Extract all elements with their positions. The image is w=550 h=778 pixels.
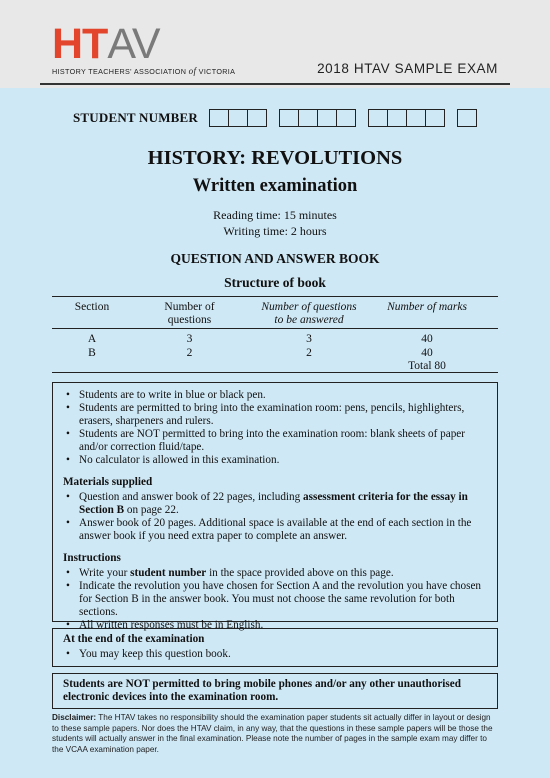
exam-subtitle: Written examination <box>192 176 358 196</box>
table-header-divider <box>52 328 498 329</box>
materials-list <box>63 491 487 543</box>
student-number-boxes-group-4[interactable] <box>458 109 477 127</box>
student-number-boxes-group-2[interactable] <box>280 109 356 127</box>
list-item: • Students are permitted to bring into the examination room: pens, pencils, highlighters, erasers, sharpeners and rulers. <box>63 402 487 428</box>
reading-time: Reading time: 15 minutes <box>213 208 337 222</box>
student-number-row <box>73 108 490 128</box>
book-title: QUESTION AND ANSWER BOOK <box>170 251 380 266</box>
exam-title: HISTORY: REVOLUTIONS <box>147 147 403 169</box>
list-item: • Indicate the revolution you have chosen for Section A and the revolution you have chosen for Section B in the answer book. You must not choose the same revolution for both sections. <box>63 580 487 619</box>
instructions-heading: Instructions <box>63 552 121 564</box>
htav-logo <box>52 20 236 76</box>
structure-table: Section Number of questions Number of questions to be answered Number of marks A 3 3 40 B 2 2 40 Total 80 <box>52 296 498 373</box>
logo-subtitle: HISTORY TEACHERS' ASSOCIATION of VICTORIA <box>52 66 236 76</box>
col-marks: Number of marks <box>387 301 467 313</box>
end-exam-heading: At the end of the examination <box>63 633 205 645</box>
student-number-boxes-group-1[interactable] <box>210 109 267 127</box>
writing-time: Writing time: 2 hours <box>223 224 327 238</box>
header-divider <box>40 83 510 85</box>
col-section: Section <box>74 301 110 313</box>
list-item: • Answer book of 20 pages. Additional space is available at the end of each section in the answer book if you need extra paper to complete an answer. <box>63 517 487 543</box>
page-header <box>0 0 550 88</box>
list-item: • You may keep this question book. <box>63 648 487 661</box>
total-marks: Total 80 <box>408 360 446 372</box>
list-item: • All written responses must be in English. <box>63 619 487 632</box>
col-num-questions: Number of questions <box>164 301 215 326</box>
list-item: • Write your student number in the space provided above on this page. <box>63 567 487 580</box>
instructions-box <box>52 382 498 631</box>
end-of-exam-box <box>52 628 498 667</box>
general-rules-list <box>63 389 487 467</box>
exam-label: 2018 HTAV SAMPLE EXAM <box>317 61 498 76</box>
student-number-boxes-group-3[interactable] <box>369 109 445 127</box>
materials-heading: Materials supplied <box>63 476 153 488</box>
end-exam-list <box>63 648 487 661</box>
list-item: • Question and answer book of 22 pages, including assessment criteria for the essay in Section B on page 22. <box>63 491 487 517</box>
list-item: • Students are to write in blue or black pen. <box>63 389 487 402</box>
instructions-list <box>63 567 487 632</box>
disclaimer: Disclaimer: The HTAV takes no responsibility should the examination paper students sit actually differ in layout or design to these sample papers. Nor does the HTAV claim, in any way, that the questions in these sample papers will be those the students will actually answer in the final examination. Please note the number of pages in the sample exam may differ to the VCAA examination paper. <box>52 713 493 754</box>
list-item: • No calculator is allowed in this examination. <box>63 454 487 467</box>
phones-notice-box: Students are NOT permitted to bring mobile phones and/or any other unauthorised electronic devices into the examination room. <box>52 673 498 709</box>
student-number-label: STUDENT NUMBER <box>73 110 198 125</box>
structure-title: Structure of book <box>224 275 326 290</box>
logo-mark: HTAV <box>52 20 160 68</box>
list-item: • Students are NOT permitted to bring into the examination room: blank sheets of paper and/or correction fluid/tape. <box>63 428 487 454</box>
col-to-answer: Number of questions to be answered <box>261 301 357 326</box>
